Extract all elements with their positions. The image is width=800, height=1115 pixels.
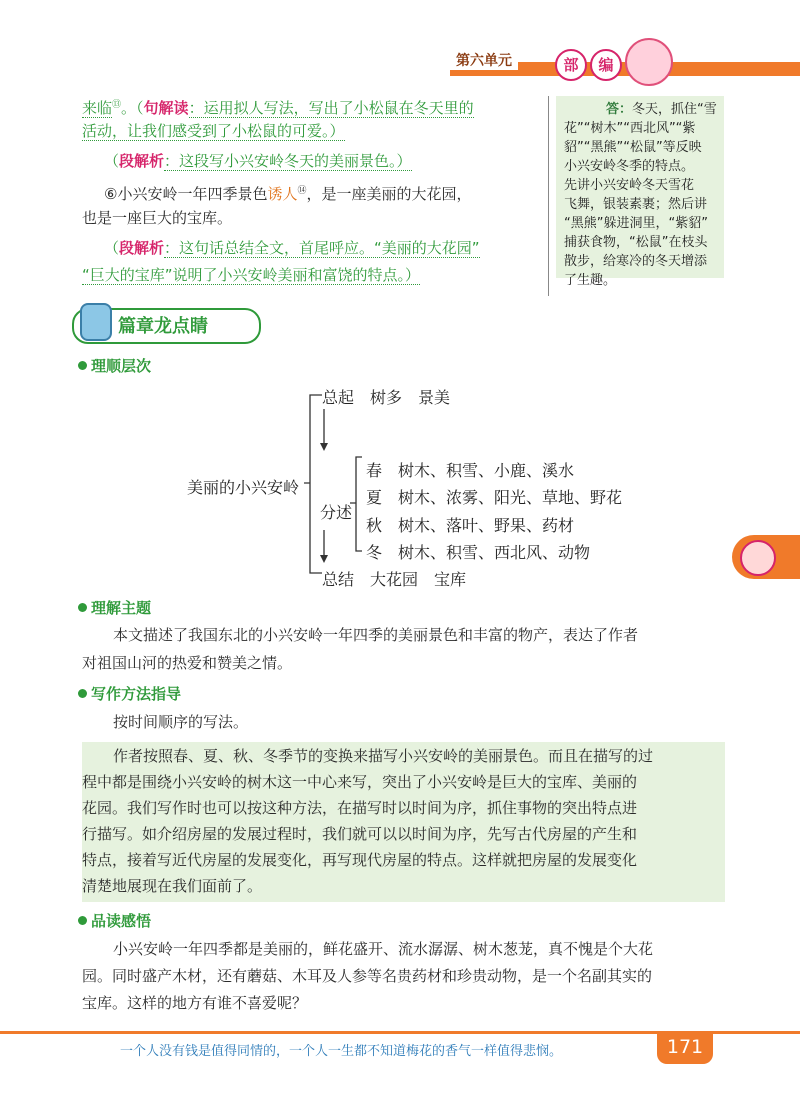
side-note-line: “黑熊”躲进洞里，“紫貂” [564,216,708,231]
reflection-line: 小兴安岭一年四季都是美丽的，鲜花盛开、流水潺潺、树木葱茏，真不愧是个大花 [113,940,654,958]
robot-mascot-icon [80,303,112,341]
page-number: 171 [666,1036,704,1058]
reflection-line: 宝库。这样的地方有谁不喜爱呢？ [82,994,308,1012]
section-title: 篇章龙点睛 [118,316,208,337]
side-note-line: 貂”“黑熊”“松鼠”等反映 [564,140,702,155]
paragraph-1-line-1: 来临⑬。（句解读：运用拟人写法，写出了小松鼠在冬天里的 [82,99,474,117]
heading-structure: 理顺层次 [78,355,151,376]
structure-top: 总起 树多 景美 [322,388,451,407]
season-row: 冬 树木、积雪、西北风、动物 [366,543,591,562]
theme-line: 对祖国山河的热爱和赞美之情。 [82,654,293,672]
badge-bian: 编 [590,49,622,81]
checker-pattern [690,58,786,77]
side-note-line: 先讲小兴安岭冬天雪花 [564,178,695,193]
season-row: 夏 树木、浓雾、阳光、草地、野花 [366,488,623,507]
paragraph-3-line-2: 也是一座巨大的宝库。 [82,209,233,227]
footer-quote: 一个人没有钱是值得同情的，一个人一生都不知道梅花的香气一样值得悲悯。 [120,1044,563,1059]
structure-root: 美丽的小兴安岭 [187,478,300,497]
paragraph-1-line-2: 活动，让我们感受到了小松鼠的可爱。） [82,122,345,140]
side-note-line: 散步，给寒冷的冬天增添 [564,254,708,269]
writing-line: 行描写。如介绍房屋的发展过程时，我们就可以以时间为序，先写古代房屋的产生和 [82,825,638,843]
side-note-line: 花”“树木”“西北风”“紫 [564,121,696,136]
mascot-girl-icon [625,38,673,86]
paragraph-2: （段解析：这段写小兴安岭冬天的美丽景色。） [104,152,412,170]
theme-line: 本文描述了我国东北的小兴安岭一年四季的美丽景色和丰富的物产，表达了作者 [113,626,639,644]
writing-line: 作者按照春、夏、秋、冬季节的变换来描写小兴安岭的美丽景色。而且在描写的过 [113,747,654,765]
structure-bottom: 总结 大花园 宝库 [322,570,467,589]
paragraph-4-line-2: “巨大的宝库”说明了小兴安岭美丽和富饶的特点。） [82,266,421,284]
side-note-line: 小兴安岭冬季的特点。 [564,159,695,174]
side-note-line: 捕获食物，“松鼠”在枝头 [564,235,708,250]
badge-bu: 部 [555,49,587,81]
heading-reflection: 品读感悟 [78,910,151,931]
heading-theme: 理解主题 [78,597,151,618]
reflection-line: 园。同时盛产木材，还有蘑菇、木耳及人参等名贵药材和珍贵动物，是一个名副其实的 [82,967,653,985]
side-note-line: 答：冬天，抓住“雪 [606,102,717,117]
writing-intro: 按时间顺序的写法。 [113,713,249,731]
writing-line: 特点，接着写近代房屋的发展变化，再写现代房屋的特点。这样就把房屋的发展变化 [82,851,638,869]
unit-label: 第六单元 [450,50,518,70]
paragraph-4-line-1: （段解析：这句话总结全文，首尾呼应。“美丽的大花园” [104,239,480,257]
writing-line: 程中都是围绕小兴安岭的树木这一中心来写，突出了小兴安岭是巨大的宝库、美丽的 [82,773,638,791]
side-note-line: 了生趣。 [564,273,617,288]
side-note-box [556,96,724,288]
season-row: 春 树木、积雪、小鹿、溪水 [366,461,575,480]
paragraph-3-line-1: ⑥小兴安岭一年四季景色诱人⑭，是一座美丽的大花园， [104,185,472,203]
heading-writing: 写作方法指导 [78,683,181,704]
side-note-line: 飞舞，银装素裹；然后讲 [564,197,708,212]
side-note-divider [548,96,549,296]
writing-line: 花园。我们写作时也可以按这种方法，在描写时以时间为序，抓住事物的突出特点进 [82,799,638,817]
structure-middle-label: 分述 [320,503,353,522]
season-row: 秋 树木、落叶、野果、药材 [366,516,575,535]
cartoon-face-icon [740,540,776,576]
writing-line: 清楚地展现在我们面前了。 [82,877,263,895]
header-bar-gap [420,62,450,76]
